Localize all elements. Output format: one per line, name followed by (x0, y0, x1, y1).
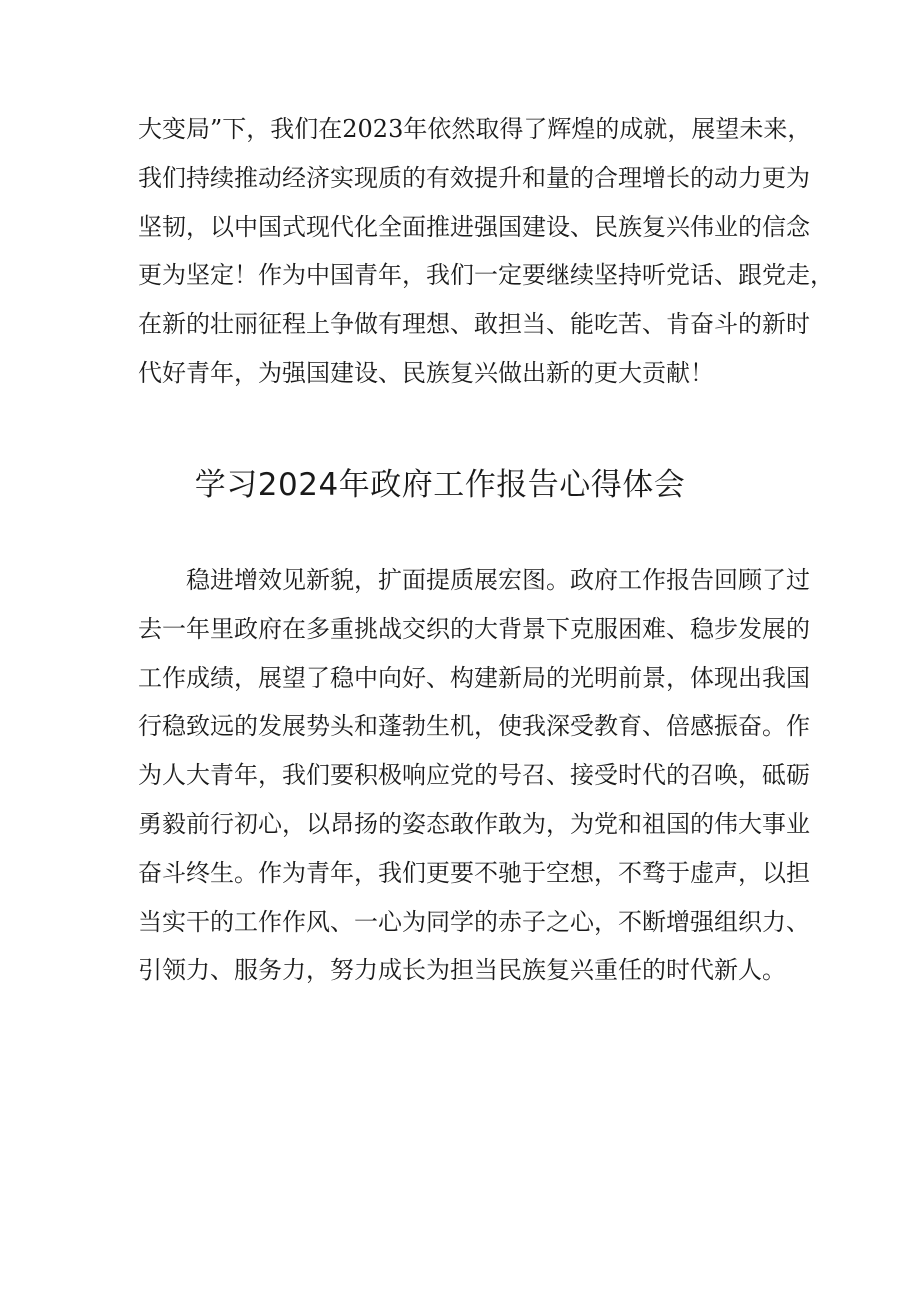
paragraph-line: 为人大青年，我们要积极响应党的号召、接受时代的召唤，砥砺 (138, 761, 810, 790)
paragraph-line: 引领力、服务力，努力成长为担当民族复兴重任的时代新人。 (138, 956, 786, 985)
paragraph-line: 稳进增效见新貌，扩面提质展宏图。政府工作报告回顾了过 (186, 566, 810, 594)
paragraph-line: 行稳致远的发展势头和蓬勃生机，使我深受教育、倍感振奋。作 (138, 712, 810, 741)
paragraph-line: 代好青年，为强国建设、民族复兴做出新的更大贡献！ (138, 358, 714, 387)
paragraph-line: 坚韧，以中国式现代化全面推进强国建设、民族复兴伟业的信念 (138, 212, 810, 241)
paragraph-body (138, 556, 810, 995)
section-title: 学习2024年政府工作报告心得体会 (194, 467, 686, 503)
paragraph-line: 在新的壮丽征程上争做有理想、敢担当、能吃苦、肯奋斗的新时 (138, 310, 810, 339)
paragraph-line: 当实干的工作作风、一心为同学的赤子之心，不断增强组织力、 (138, 907, 810, 936)
paragraph-continuation (138, 105, 834, 398)
paragraph-line: 工作成绩，展望了稳中向好、构建新局的光明前景，体现出我国 (138, 663, 810, 692)
paragraph-line: 去一年里政府在多重挑战交织的大背景下克服困难、稳步发展的 (138, 614, 810, 643)
paragraph-line: 大变局”下，我们在2023年依然取得了辉煌的成就，展望未来， (138, 115, 812, 143)
paragraph-line: 我们持续推动经济实现质的有效提升和量的合理增长的动力更为 (138, 163, 810, 192)
paragraph-line: 奋斗终生。作为青年，我们更要不驰于空想，不骛于虚声，以担 (138, 858, 810, 887)
paragraph-line: 更为坚定！作为中国青年，我们一定要继续坚持听党话、跟党走， (138, 261, 834, 290)
paragraph-line: 勇毅前行初心，以昂扬的姿态敢作敢为，为党和祖国的伟大事业 (138, 809, 810, 838)
